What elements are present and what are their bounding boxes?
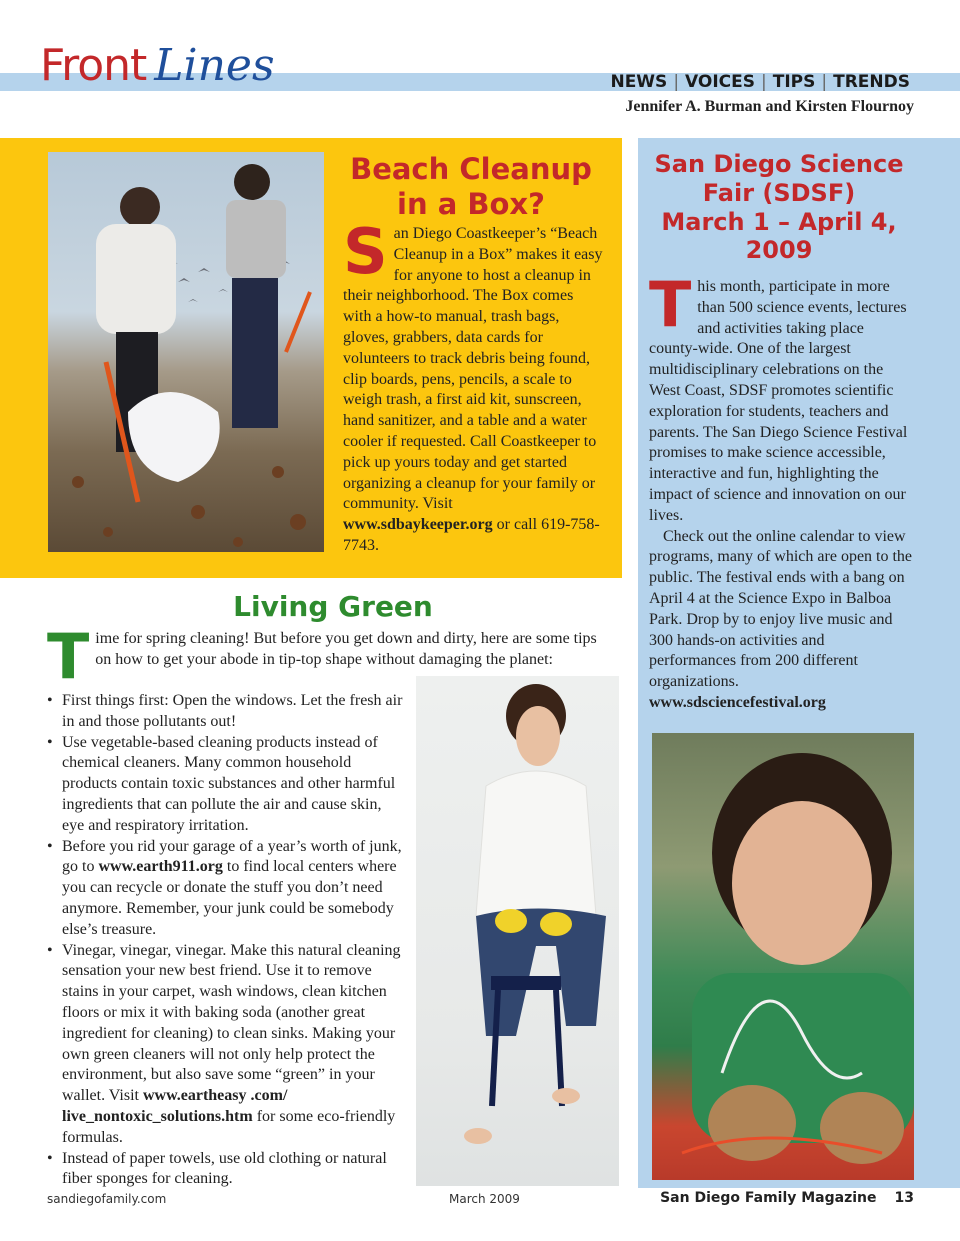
sdsf-title-line-4: 2009 xyxy=(745,236,813,265)
sdbaykeeper-link[interactable]: www.sdbaykeeper.org xyxy=(343,516,493,534)
section-divider: | xyxy=(821,72,828,92)
sdsf-para1-text: his month, participate in more than 500 science events, lectures and activities taking place county-wide. One of the largest multidisciplinary celebrations on the West Coast, SDSF promotes scientific exploration for students, teachers and parents. The San Diego Science Festival promises to make science accessible, interactive and fun, highlighting the impact of science and innovation on our lives. xyxy=(649,278,908,524)
front-lines-logo xyxy=(40,40,275,91)
science-fair-body xyxy=(649,268,915,714)
woman-photo-illustration xyxy=(416,676,619,1186)
boy-photo-illustration xyxy=(652,733,914,1180)
beach-phone-text: or call 619-758-7743. xyxy=(343,516,600,554)
eartheasy-link[interactable]: www.eartheasy .com/ live_nontoxic_solutions.htm xyxy=(62,1087,288,1125)
beach-dropcap: S xyxy=(343,215,388,288)
green-intro-text: ime for spring cleaning! But before you get down and dirty, here are some tips on how to get your abode in tip-top shape without damaging the planet: xyxy=(95,630,597,668)
beach-cleanup-body xyxy=(343,215,605,557)
beach-cleanup-photo xyxy=(48,152,324,552)
logo-front-text: Front xyxy=(40,40,147,91)
sdsf-dropcap: T xyxy=(649,268,692,341)
footer-issue-date: March 2009 xyxy=(449,1192,520,1206)
logo-lines-text: Lines xyxy=(154,40,275,91)
footer-website: sandiegofamily.com xyxy=(47,1192,167,1206)
sdsf-title-line-2: Fair (SDSF) xyxy=(702,178,856,207)
section-trends: TRENDS xyxy=(833,72,910,92)
tip3-text-before: Before you rid your garage of a year’s worth of junk, go to xyxy=(62,837,402,876)
green-dropcap: T xyxy=(47,620,90,693)
living-green-tips xyxy=(47,691,403,1190)
green-tip-5: • Instead of paper towels, use old clothing or natural fiber sponges for cleaning. xyxy=(47,1149,403,1191)
tip4-text-after: for some eco-friendly formulas. xyxy=(62,1107,396,1146)
green-tip-2: • Use vegetable-based cleaning products instead of chemical cleaners. Many common household products contain toxic substances and other harmful ingredients that can pollute the air and cause skin, eye and respiratory irritation. xyxy=(47,733,403,837)
byline: Jennifer A. Burman and Kirsten Flournoy xyxy=(625,98,914,115)
science-fair-title xyxy=(648,150,910,265)
beach-photo-illustration xyxy=(48,152,324,552)
sdsf-paragraph-2: Check out the online calendar to view programs, many of which are open to the public. The festival ends with a bang on April 4 at the Science Expo in Balboa Park. Drop by to enjoy live music and 300 hands-on activities and performances from 200 different organizations. xyxy=(649,527,913,691)
sdsf-title-line-3: March 1 – April 4, xyxy=(661,207,897,236)
green-tip-4 xyxy=(47,941,403,1149)
tip3-text-after: to find local centers where you can recycle or donate the stuff you don’t need anymore. Remember, your junk could be somebody else’s treasure. xyxy=(62,858,397,938)
sdsf-title-line-1: San Diego Science xyxy=(654,150,904,178)
beach-title-line-2: in a Box? xyxy=(397,186,545,221)
section-labels xyxy=(610,72,910,92)
beach-cleanup-title xyxy=(340,152,602,222)
beach-title-line-1: Beach Cleanup xyxy=(350,152,592,186)
footer-magazine xyxy=(660,1190,914,1206)
section-divider: | xyxy=(673,72,680,92)
cleaning-woman-photo xyxy=(416,676,619,1186)
green-tip-1: • First things first: Open the windows. Let the fresh air in and those pollutants out! xyxy=(47,691,403,733)
living-green-title: Living Green xyxy=(233,590,433,623)
section-divider: | xyxy=(761,72,767,92)
beach-body-text: an Diego Coastkeeper’s “Beach Cleanup in a Box” makes it easy for anyone to host a cleanup in their neighborhood. The Box comes with a how-to manual, trash bags, gloves, grabbers, data cards for volunteers to track debris being found, clip boards, pens, pencils, a scale to weigh trash, a first aid kit, sunscreen, hand sanitizer, and a table and a water cooler if requested. Call Coastkeeper to pick up yours today and get started organizing a cleanup for your family or community. Visit xyxy=(343,225,603,513)
living-green-intro xyxy=(47,620,613,693)
green-tip-3 xyxy=(47,837,403,941)
tip4-text-before: Vinegar, vinegar, vinegar. Make this natural cleaning sensation your new best friend. Use it to remove stains in your carpet, wash windows, clean kitchen floors or mix it with baking soda (another great ingredient for cleaning) to clean sinks. Making your own green cleaners will not only help protect the environment, but also save some “green” in your wallet. Visit xyxy=(62,941,401,1105)
earth911-link[interactable]: www.earth911.org xyxy=(98,858,223,876)
section-tips: TIPS xyxy=(772,72,816,92)
page-number: 13 xyxy=(894,1190,914,1206)
section-voices: VOICES xyxy=(685,72,756,92)
sdsf-paragraph-1 xyxy=(649,268,915,527)
sdsciencefestival-link[interactable]: www.sdsciencefestival.org xyxy=(649,693,826,711)
footer-magazine-name: San Diego Family Magazine xyxy=(660,1190,877,1206)
science-boy-photo xyxy=(652,733,914,1180)
section-news: NEWS xyxy=(610,72,668,92)
